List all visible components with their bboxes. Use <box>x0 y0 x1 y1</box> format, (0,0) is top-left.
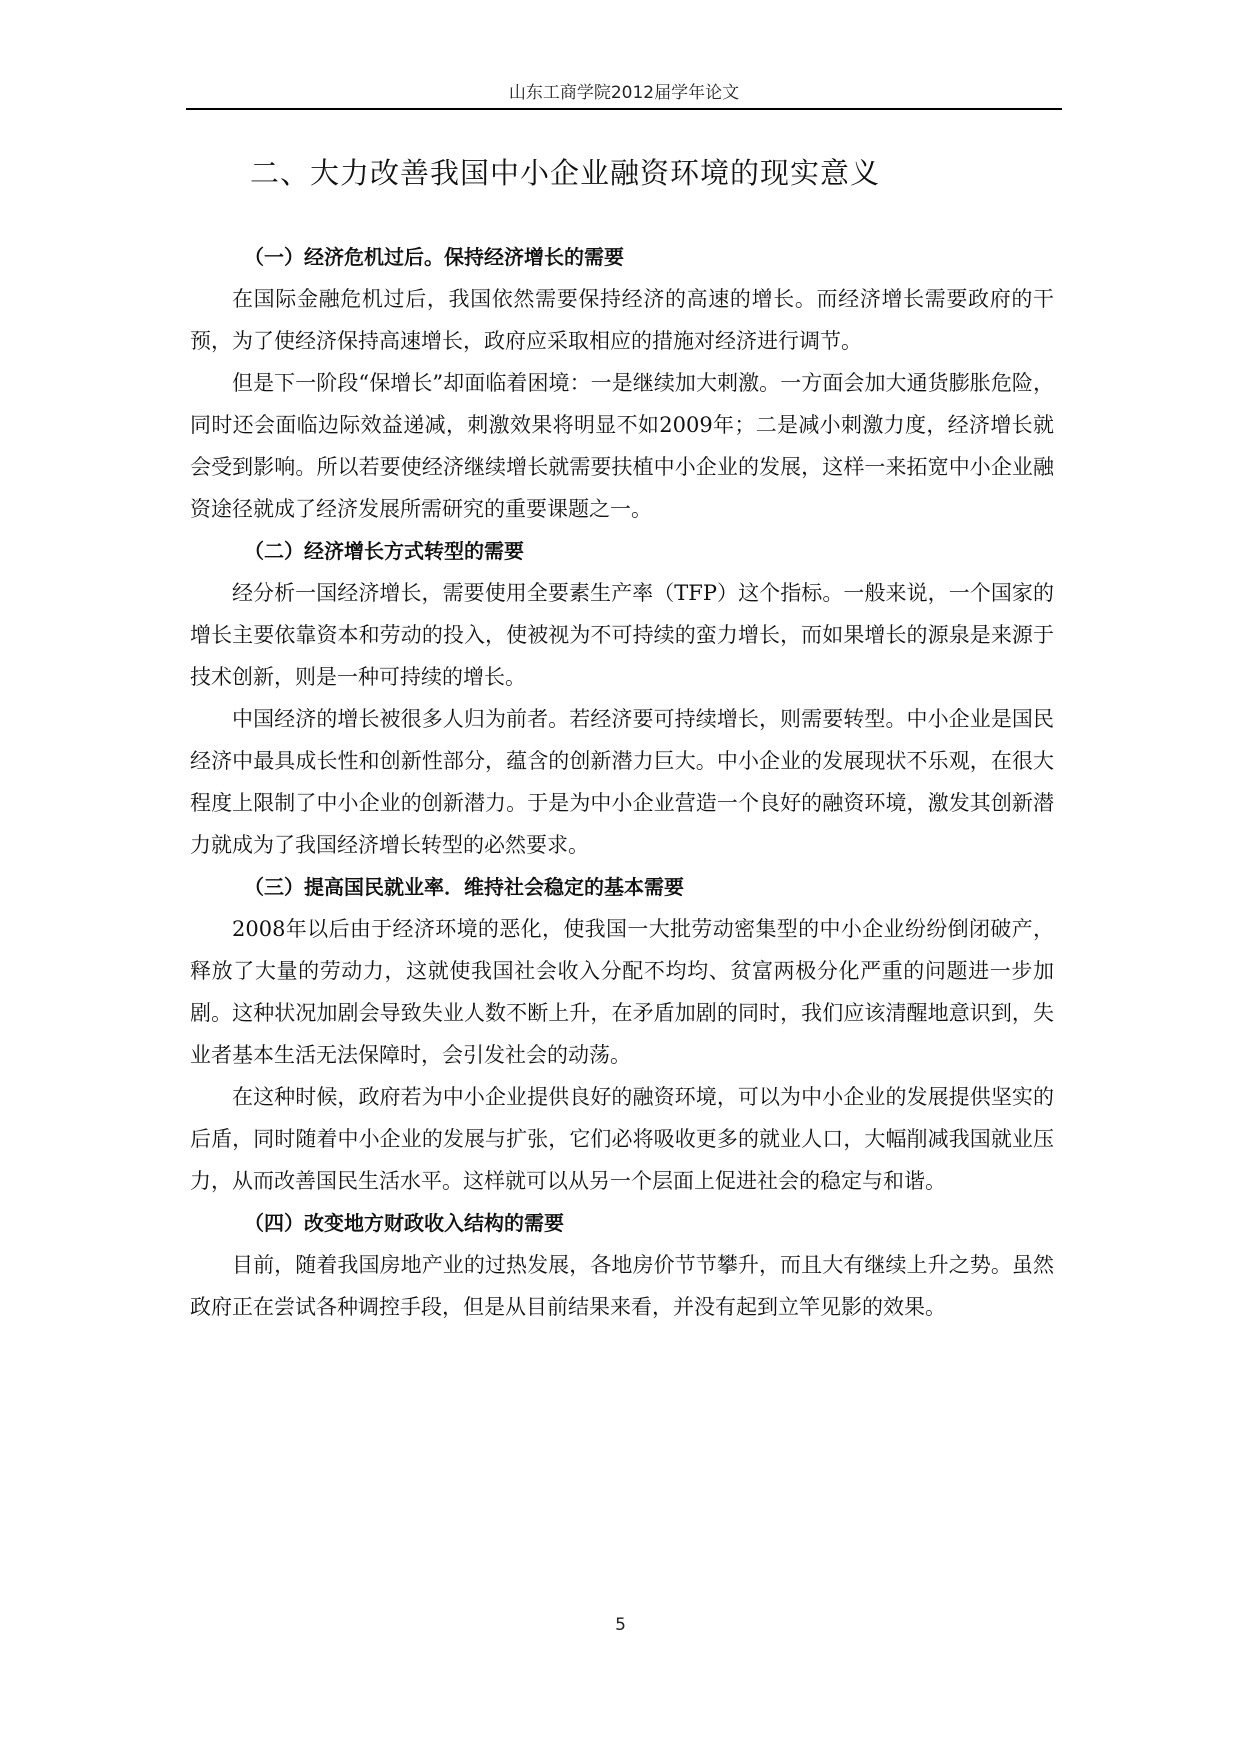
section-heading: （四）改变地方财政收入结构的需要 <box>244 1211 564 1235</box>
section-1 <box>190 236 1054 530</box>
section-4 <box>190 1202 1054 1328</box>
header-rule <box>186 108 1062 110</box>
paragraph: 但是下一阶段“保增长”却面临着困境：一是继续加大刺激。一方面会加大通货膨胀危险，同时还会面临边际效益递减，刺激效果将明显不如2009年；二是减小刺激力度，经济增长就会受到影响。所以若要使经济继续增长就需要扶植中小企业的发展，这样一来拓宽中小企业融资途径就成了经济发展所需研究的重要课题之一。 <box>190 371 1054 521</box>
section-heading: （二）经济增长方式转型的需要 <box>244 539 524 563</box>
page-number: 5 <box>615 1615 626 1635</box>
main-content <box>190 236 1054 1328</box>
paragraph: 中国经济的增长被很多人归为前者。若经济要可持续增长，则需要转型。中小企业是国民经济中最具成长性和创新性部分，蕴含的创新潜力巨大。中小企业的发展现状不乐观，在很大程度上限制了中小企业的创新潜力。于是为中小企业营造一个良好的融资环境，激发其创新潜力就成为了我国经济增长转型的必然要求。 <box>190 707 1054 857</box>
section-heading: （一）经济危机过后。保持经济增长的需要 <box>244 245 624 269</box>
paragraph: 经分析一国经济增长，需要使用全要素生产率（TFP）这个指标。一般来说，一个国家的增长主要依靠资本和劳动的投入，使被视为不可持续的蛮力增长，而如果增长的源泉是来源于技术创新，则是一种可持续的增长。 <box>190 581 1054 689</box>
page-header: 山东工商学院2012届学年论文 <box>508 83 740 103</box>
section-3 <box>190 866 1054 1202</box>
paragraph: 在国际金融危机过后，我国依然需要保持经济的高速的增长。而经济增长需要政府的干预，为了使经济保持高速增长，政府应采取相应的措施对经济进行调节。 <box>190 287 1054 353</box>
section-heading: （三）提高国民就业率．维持社会稳定的基本需要 <box>244 875 684 899</box>
chapter-title: 二、大力改善我国中小企业融资环境的现实意义 <box>250 156 881 190</box>
paragraph: 目前，随着我国房地产业的过热发展，各地房价节节攀升，而且大有继续上升之势。虽然政府正在尝试各种调控手段，但是从目前结果来看，并没有起到立竿见影的效果。 <box>190 1253 1054 1319</box>
paragraph: 2008年以后由于经济环境的恶化，使我国一大批劳动密集型的中小企业纷纷倒闭破产，释放了大量的劳动力，这就使我国社会收入分配不均均、贫富两极分化严重的问题进一步加剧。这种状况加剧会导致失业人数不断上升，在矛盾加剧的同时，我们应该清醒地意识到，失业者基本生活无法保障时，会引发社会的动荡。 <box>190 917 1054 1067</box>
section-2 <box>190 530 1054 866</box>
paragraph: 在这种时候，政府若为中小企业提供良好的融资环境，可以为中小企业的发展提供坚实的后盾，同时随着中小企业的发展与扩张，它们必将吸收更多的就业人口，大幅削减我国就业压力，从而改善国民生活水平。这样就可以从另一个层面上促进社会的稳定与和谐。 <box>190 1085 1054 1193</box>
